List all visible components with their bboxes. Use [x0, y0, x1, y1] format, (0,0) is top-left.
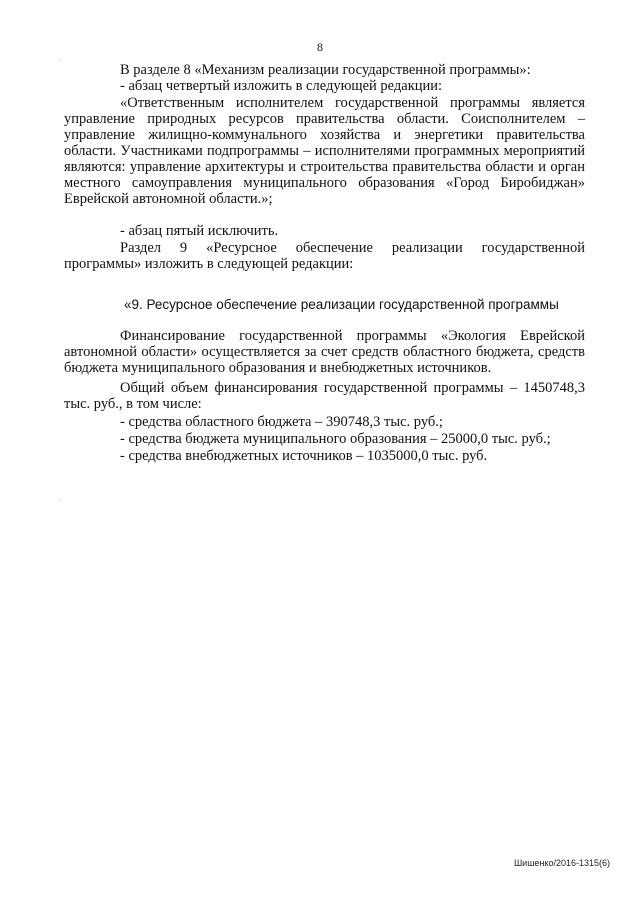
paragraph-abzac4: - абзац четвертый изложить в следующей редакции: — [120, 78, 443, 94]
scan-speck — [60, 500, 61, 501]
paragraph-total-volume — [64, 380, 585, 412]
paragraph-section9-intro-text: Раздел 9 «Ресурсное обеспечение реализации государственной программы» изложить в следующей редакции: — [64, 240, 585, 272]
paragraph-responsible-executor-text: «Ответственным исполнителем государственной программы является управление природных ресурсов правительства области. Соисполнителем – управление жилищно-коммунального хозяйства и энергетики правительства области. Участниками подпрограммы – исполнителями программных мероприятий являются: управление архитектуры и строительства правительства области и орган местного самоуправления муниципального образования «Город Биробиджан» Еврейской автономной области.»; — [64, 95, 585, 207]
list-item-extrabudgetary: - средства внебюджетных источников – 1035000,0 тыс. руб. — [120, 448, 488, 464]
paragraph-total-volume-text: Общий объем финансирования государственной программы – 1450748,3 тыс. руб., в том числе: — [64, 380, 585, 412]
footer-code: Шишенко/2016-1315(6) — [513, 858, 610, 868]
page-number: 8 — [317, 40, 323, 54]
list-item-regional-budget: - средства областного бюджета – 390748,3 тыс. руб.; — [120, 414, 443, 430]
paragraph-abzac5: - абзац пятый исключить. — [120, 223, 279, 239]
paragraph-financing — [64, 328, 585, 376]
paragraph-section8-intro: В разделе 8 «Механизм реализации государственной программы»: — [120, 62, 531, 78]
section9-heading: «9. Ресурсное обеспечение реализации государственной программы — [124, 297, 559, 312]
paragraph-section9-intro — [64, 240, 585, 272]
paragraph-financing-text: Финансирование государственной программы «Экология Еврейской автономной области» осуществляется за счет средств областного бюджета, средств бюджета муниципального образования и внебюджетных источников. — [64, 328, 585, 376]
list-item-municipal-budget: - средства бюджета муниципального образования – 25000,0 тыс. руб.; — [120, 431, 551, 447]
paragraph-responsible-executor — [64, 95, 585, 207]
scan-speck — [60, 60, 61, 61]
